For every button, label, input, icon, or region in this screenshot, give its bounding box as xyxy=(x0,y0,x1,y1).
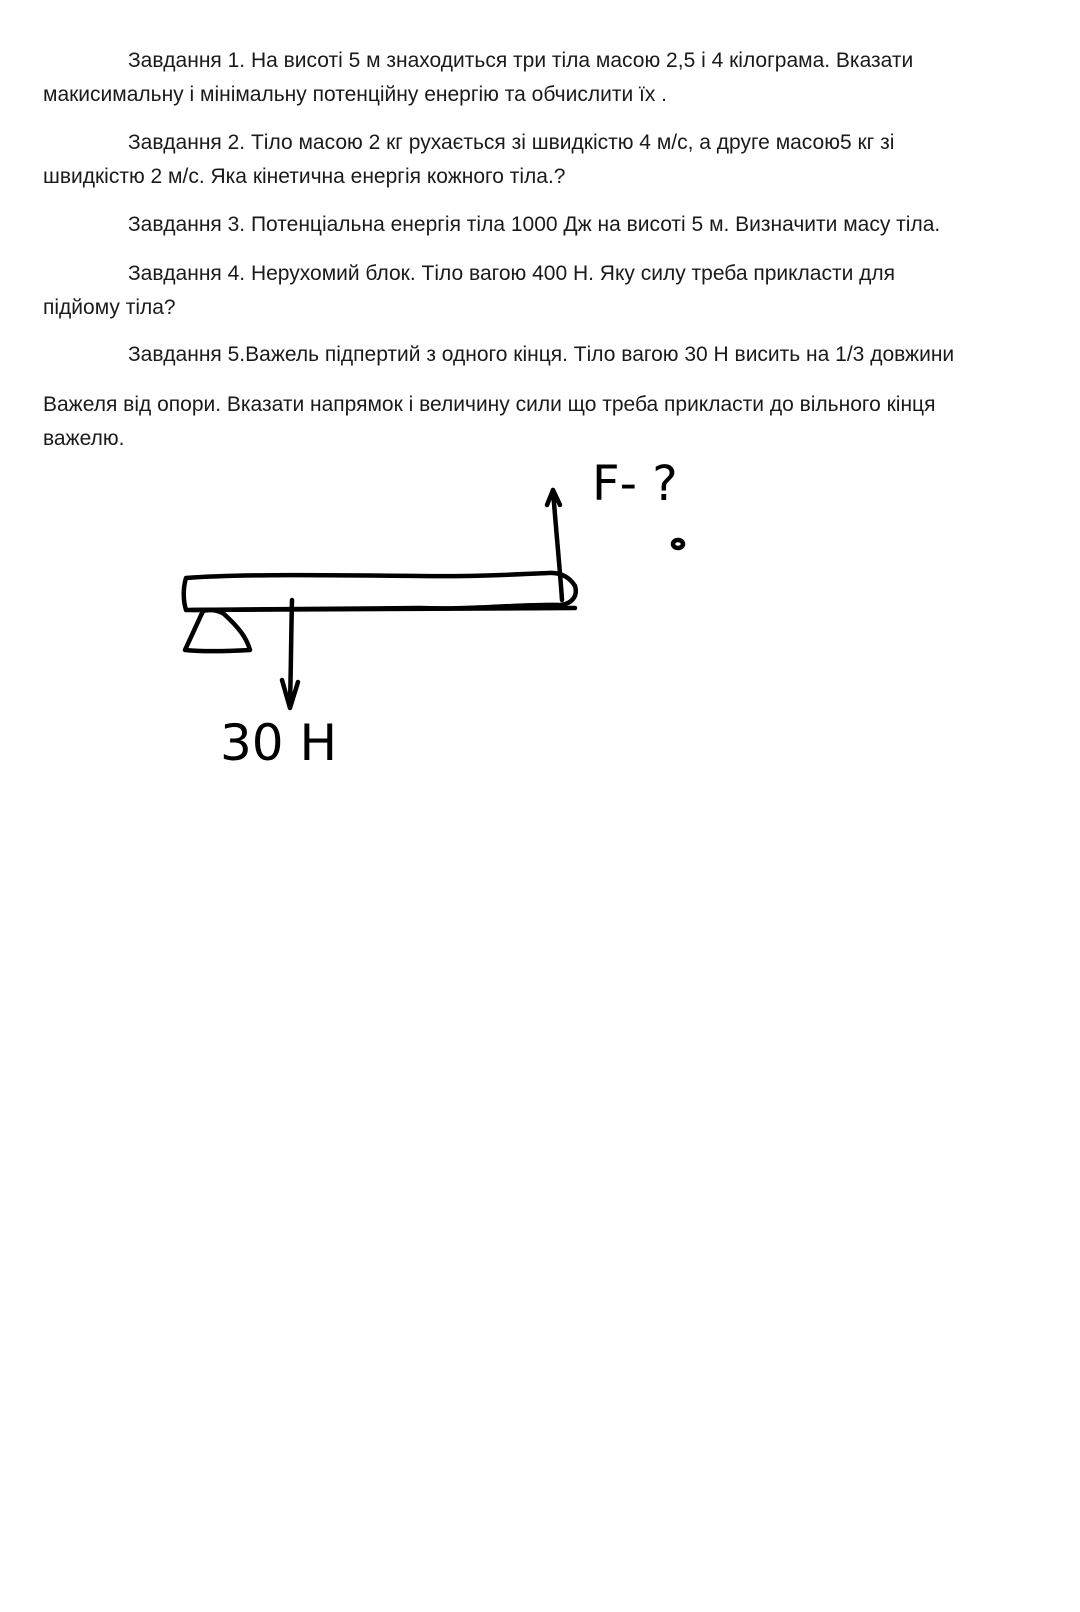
force-label: F- ? xyxy=(592,456,678,512)
task-5-continued-line-1: Важеля від опори. Вказати напрямок і величину сили що треба прикласти до вільного кінця xyxy=(43,393,936,416)
fulcrum-triangle xyxy=(185,610,250,651)
task-2-line-1: Завдання 2. Тіло масою 2 кг рухається зі швидкістю 4 м/с, а друге масою5 кг зі xyxy=(128,131,895,154)
lever-axis-line xyxy=(192,608,575,610)
task-1-line-2: макисимальну і мінімальну потенційну енергію та обчислити їх . xyxy=(43,83,668,106)
question-dot xyxy=(673,540,683,548)
task-5-continued-line-2: важелю. xyxy=(43,427,125,450)
task-3-line-1: Завдання 3. Потенціальна енергія тіла 1000 Дж на висоті 5 м. Визначити масу тіла. xyxy=(128,213,941,236)
weight-arrow-line xyxy=(290,600,292,702)
task-4-line-1: Завдання 4. Нерухомий блок. Тіло вагою 400 Н. Яку силу треба прикласти для xyxy=(128,262,896,285)
task-2-line-2: швидкістю 2 м/с. Яка кінетична енергія кожного тіла.? xyxy=(43,165,566,188)
lever-drawing xyxy=(0,0,1080,800)
lever-bar xyxy=(184,573,576,610)
task-5-line-1: Завдання 5.Важель підпертий з одного кінця. Тіло вагою 30 Н висить на 1/3 довжини xyxy=(128,343,955,366)
task-4-line-2: підйому тіла? xyxy=(43,296,176,319)
weight-label: 30 Н xyxy=(220,714,338,772)
task-1-line-1: Завдання 1. На висоті 5 м знаходиться три тіла масою 2,5 і 4 кілограма. Вказати xyxy=(128,49,914,72)
